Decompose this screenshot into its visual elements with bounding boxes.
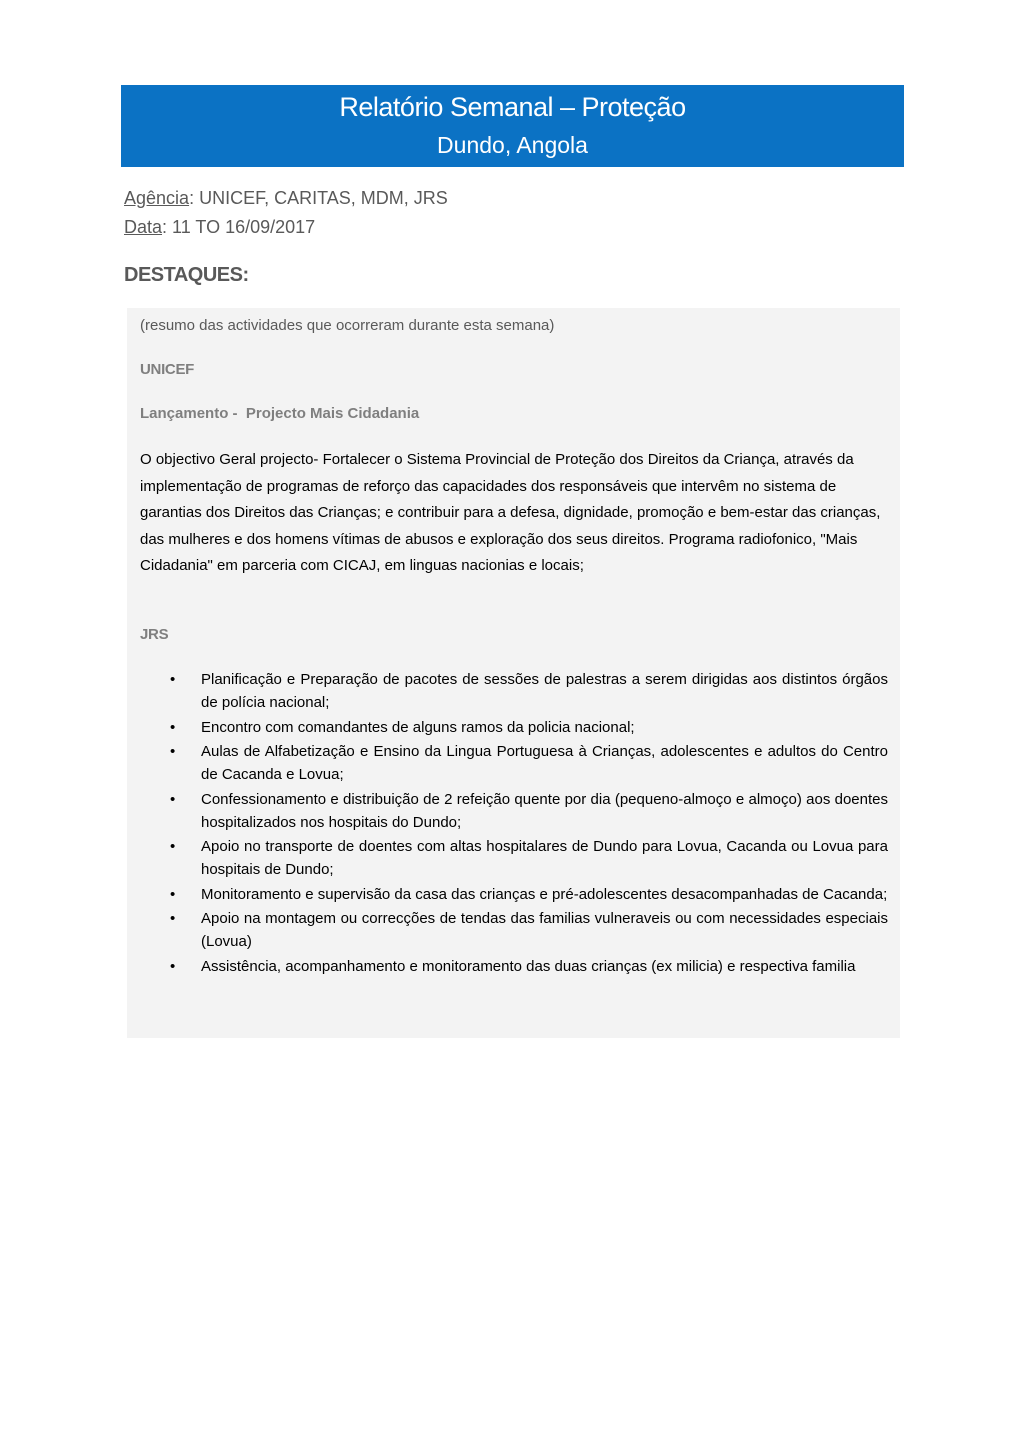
agency-value: : UNICEF, CARITAS, MDM, JRS	[189, 188, 448, 208]
jrs-heading: JRS	[140, 626, 169, 643]
highlights-intro: (resumo das actividades que ocorreram durante esta semana)	[140, 317, 555, 334]
agency-label: Agência	[124, 188, 190, 208]
bullet-icon: •	[170, 743, 176, 760]
bullet-icon: •	[170, 790, 176, 808]
activity-text: Apoio no transporte de doentes com altas hospitalares de Dundo para Lovua, Cacanda ou Lovua para hospitais de Dundo;	[201, 838, 888, 878]
list-item	[140, 835, 888, 881]
list-item	[140, 883, 888, 906]
activity-text: Apoio na montagem ou correcções de tendas das familias vulneraveis ou com necessidades especiais (Lovua)	[201, 910, 888, 950]
bullet-icon: •	[170, 718, 176, 736]
list-item	[140, 788, 888, 834]
project-title: Lançamento - Projecto Mais Cidadania	[140, 405, 420, 422]
list-item	[140, 740, 888, 786]
report-location: Dundo, Angola	[437, 132, 588, 158]
activity-text: Assistência, acompanhamento e monitoramento das duas crianças (ex milicia) e respectiva familia	[201, 957, 856, 975]
list-item	[140, 907, 888, 953]
bullet-icon: •	[170, 885, 176, 903]
activity-text: Planificação e Preparação de pacotes de sessões de palestras a serem dirigidas aos distintos órgãos de polícia nacional;	[201, 671, 888, 711]
bullet-icon: •	[170, 671, 176, 688]
agency-line	[124, 186, 448, 210]
bullet-icon: •	[170, 910, 176, 927]
date-line	[124, 215, 315, 239]
highlights-box	[127, 308, 900, 1038]
report-header-banner	[121, 85, 904, 167]
activity-text: Aulas de Alfabetização e Ensino da Lingua Portuguesa à Crianças, adolescentes e adultos do Centro de Cacanda e Lovua;	[201, 743, 888, 783]
unicef-heading: UNICEF	[140, 361, 195, 378]
project-objective: O objectivo Geral projecto- Fortalecer o Sistema Provincial de Proteção dos Direitos da Criança, através da implementação de programas de reforço das capacidades dos responsáveis que intervêm no sistema de garantias dos Direitos das Crianças; e contribuir para a defesa, dignidade, promoção e bem-estar das crianças, das mulheres e dos homens vítimas de abusos e exploração dos seus direitos. Programa radiofonico, "Mais Cidadania" em parceria com CICAJ, em linguas nacionias e locais;	[140, 451, 881, 574]
list-item	[140, 668, 888, 714]
bullet-icon: •	[170, 838, 176, 855]
activity-text: Confessionamento e distribuição de 2 refeição quente por dia (pequeno-almoço e almoço) aos doentes hospitalizados nos hospitais do Dundo;	[201, 790, 888, 831]
activity-text: Monitoramento e supervisão da casa das crianças e pré-adolescentes desacompanhadas de Cacanda;	[201, 885, 888, 903]
highlights-heading: DESTAQUES:	[124, 264, 249, 286]
report-title: Relatório Semanal – Proteção	[339, 92, 686, 122]
date-value: : 11 TO 16/09/2017	[162, 217, 316, 237]
bullet-icon: •	[170, 957, 176, 975]
list-item	[140, 716, 888, 739]
jrs-activity-list	[140, 668, 888, 979]
activity-text: Encontro com comandantes de alguns ramos da policia nacional;	[201, 718, 635, 736]
date-label: Data	[124, 217, 163, 237]
list-item	[140, 955, 888, 978]
